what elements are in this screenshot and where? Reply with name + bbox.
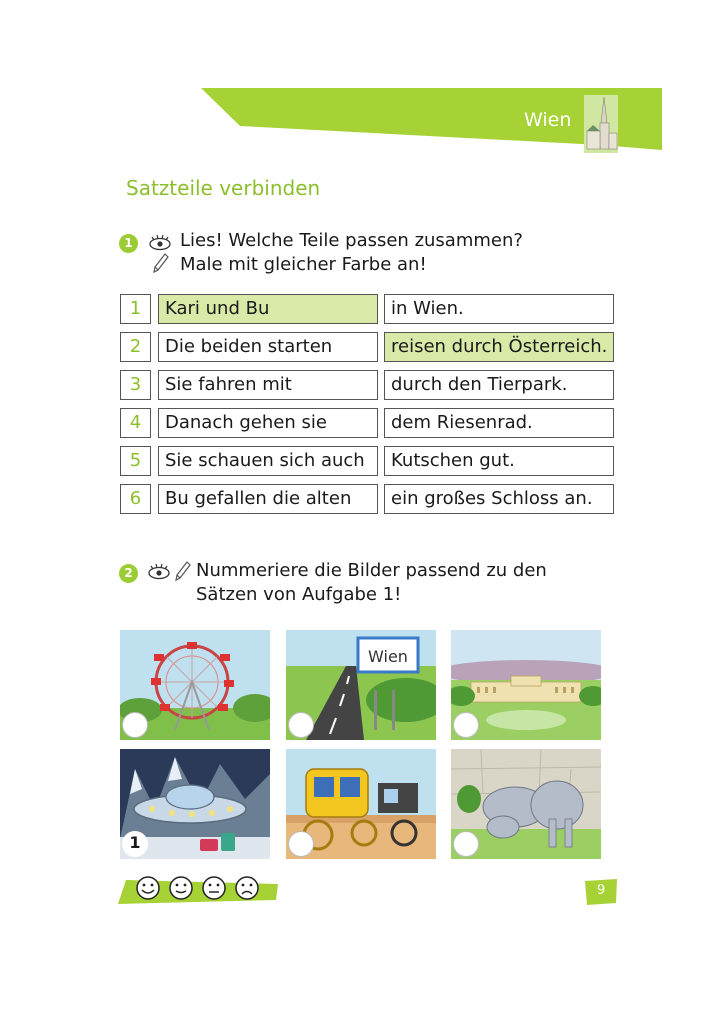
smiley-happy-icon[interactable] (168, 875, 194, 901)
task-instruction-line1: Nummeriere die Bilder passend zu den (196, 560, 547, 581)
task-instruction-line2: Sätzen von Aufgabe 1! (196, 584, 402, 605)
answer-circle[interactable]: 1 (122, 831, 148, 857)
picture-palace (451, 630, 601, 740)
sentence-end-cell[interactable]: reisen durch Österreich. (384, 332, 614, 362)
eye-icon (147, 562, 171, 580)
picture-ufo (120, 749, 270, 859)
picture-road-sign (286, 630, 436, 740)
sentence-end-cell[interactable]: in Wien. (384, 294, 614, 324)
chapter-banner (0, 0, 720, 160)
picture-carriage (286, 749, 436, 859)
pencil-icon (174, 560, 192, 582)
row-number: 2 (120, 332, 151, 362)
page-number: 9 (597, 883, 606, 898)
chapter-title: Wien (524, 109, 572, 131)
smiley-very-happy-icon[interactable] (135, 875, 161, 901)
picture-elephants (451, 749, 601, 859)
row-number: 1 (120, 294, 151, 324)
sentence-start-cell[interactable]: Sie schauen sich auch (158, 446, 378, 476)
sentence-end-cell[interactable]: Kutschen gut. (384, 446, 614, 476)
smiley-neutral-icon[interactable] (201, 875, 227, 901)
section-title: Satzteile verbinden (126, 176, 321, 200)
answer-circle[interactable] (453, 831, 479, 857)
sentence-start-cell[interactable]: Danach gehen sie (158, 408, 378, 438)
self-assessment-smileys (135, 875, 260, 901)
picture-ferris-wheel (120, 630, 270, 740)
row-number: 5 (120, 446, 151, 476)
task-number-badge: 2 (119, 564, 138, 583)
sentence-end-cell[interactable]: durch den Tierpark. (384, 370, 614, 400)
sentence-start-cell[interactable]: Sie fahren mit (158, 370, 378, 400)
row-number: 3 (120, 370, 151, 400)
task-instruction-line2: Male mit gleicher Farbe an! (180, 254, 427, 275)
answer-circle[interactable] (288, 831, 314, 857)
answer-circle[interactable] (453, 712, 479, 738)
sentence-start-cell[interactable]: Bu gefallen die alten (158, 484, 378, 514)
pencil-icon (152, 252, 170, 274)
eye-icon (148, 233, 172, 251)
cathedral-illustration (584, 95, 618, 153)
answer-circle[interactable] (122, 712, 148, 738)
sign-text: Wien (368, 647, 408, 666)
task-instruction-line1: Lies! Welche Teile passen zusammen? (180, 230, 523, 251)
task-number-badge: 1 (119, 234, 138, 253)
sentence-end-cell[interactable]: dem Riesenrad. (384, 408, 614, 438)
sentence-start-cell[interactable]: Kari und Bu (158, 294, 378, 324)
row-number: 6 (120, 484, 151, 514)
smiley-sad-icon[interactable] (234, 875, 260, 901)
row-number: 4 (120, 408, 151, 438)
answer-circle[interactable] (288, 712, 314, 738)
sentence-start-cell[interactable]: Die beiden starten (158, 332, 378, 362)
sentence-end-cell[interactable]: ein großes Schloss an. (384, 484, 614, 514)
